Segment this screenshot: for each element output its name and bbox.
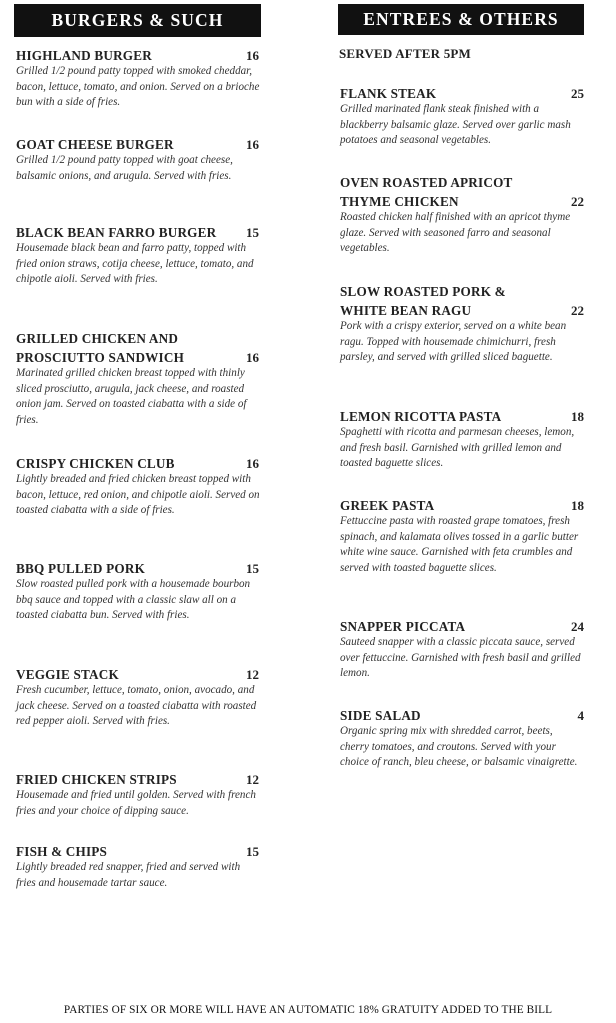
item-description: Spaghetti with ricotta and parmesan cheeses, lemon, and fresh basil. Garnished with grilled lemon and toasted baguette slices. bbox=[340, 426, 575, 470]
served-after-note: SERVED AFTER 5PM bbox=[339, 46, 472, 61]
item-price: 16 bbox=[246, 48, 259, 63]
menu-item bbox=[16, 329, 261, 429]
item-name: OVEN ROASTED APRICOT THYME CHICKEN bbox=[340, 175, 513, 209]
menu-item bbox=[16, 46, 261, 111]
item-name: HIGHLAND BURGER bbox=[16, 48, 152, 63]
item-description: Organic spring mix with shredded carrot, beets, cherry tomatoes, and croutons. Served with your choice of ranch, bleu cheese, or balsamic vinaigrette. bbox=[340, 725, 578, 769]
item-name: FISH & CHIPS bbox=[16, 844, 108, 859]
item-price: 12 bbox=[246, 667, 259, 682]
item-description: Fettuccine pasta with roasted grape tomatoes, fresh spinach, and kalamata olives tossed in a garlic butter white wine sauce. Garnished with feta crumbles and served with toasted baguette slices. bbox=[340, 515, 579, 575]
menu-item bbox=[340, 282, 584, 366]
item-description: Marinated grilled chicken breast topped with thinly sliced prosciutto, arugula, jack cheese, and roasted onion jam. Served on toasted ciabatta with a side of fries. bbox=[16, 367, 247, 427]
item-name: GRILLED CHICKEN AND PROSCIUTTO SANDWICH bbox=[16, 331, 185, 365]
section-title-burgers: BURGERS & SUCH bbox=[14, 4, 261, 37]
item-name: GREEK PASTA bbox=[340, 498, 435, 513]
item-price: 15 bbox=[246, 561, 259, 576]
burgers-column bbox=[14, 4, 261, 889]
item-description: Slow roasted pulled pork with a housemade bourbon bbq sauce and topped with a classic slaw all on a toasted ciabatta bun. Served with fries. bbox=[16, 578, 251, 622]
section-title-entrees: ENTREES & OTHERS bbox=[338, 4, 584, 35]
item-price: 22 bbox=[571, 194, 584, 209]
item-name: SIDE SALAD bbox=[340, 708, 421, 723]
menu-item bbox=[16, 135, 261, 184]
item-price: 22 bbox=[571, 303, 584, 318]
menu-item bbox=[340, 617, 584, 682]
item-price: 16 bbox=[246, 137, 259, 152]
entrees-column bbox=[338, 4, 584, 769]
item-name: LEMON RICOTTA PASTA bbox=[340, 409, 502, 424]
menu-item bbox=[16, 454, 261, 519]
item-name: BBQ PULLED PORK bbox=[16, 561, 146, 576]
item-price: 25 bbox=[571, 86, 584, 101]
menu-item bbox=[340, 173, 584, 257]
item-description: Lightly breaded red snapper, fried and served with fries and housemade tartar sauce. bbox=[16, 861, 241, 889]
item-price: 16 bbox=[246, 456, 259, 471]
item-name: GOAT CHEESE BURGER bbox=[16, 137, 174, 152]
item-description: Housemade black bean and farro patty, topped with fried onion straws, cotija cheese, lettuce, tomato, and chipotle aioli. Served with fries. bbox=[16, 242, 254, 286]
menu-item bbox=[340, 407, 584, 472]
item-description: Pork with a crispy exterior, served on a white bean ragu. Topped with housemade chimichurri, fresh parsley, and served with grilled sliced baguette. bbox=[340, 320, 567, 364]
item-name: SLOW ROASTED PORK & WHITE BEAN RAGU bbox=[340, 284, 506, 318]
item-name: SNAPPER PICCATA bbox=[340, 619, 466, 634]
item-price: 15 bbox=[246, 844, 259, 859]
item-price: 4 bbox=[577, 708, 584, 723]
menu-item bbox=[16, 842, 261, 891]
item-price: 18 bbox=[571, 498, 584, 513]
menu-item bbox=[340, 496, 584, 577]
item-price: 16 bbox=[246, 350, 259, 365]
menu-item bbox=[16, 770, 261, 819]
item-description: Roasted chicken half finished with an apricot thyme glaze. Served with seasoned farro and seasonal vegetables. bbox=[340, 211, 571, 255]
item-name: FLANK STEAK bbox=[340, 86, 437, 101]
item-price: 18 bbox=[571, 409, 584, 424]
item-description: Housemade and fried until golden. Served with french fries and your choice of dipping sauce. bbox=[16, 789, 256, 817]
menu-item bbox=[16, 223, 261, 288]
menu-item bbox=[340, 706, 584, 771]
item-price: 24 bbox=[571, 619, 584, 634]
item-name: BLACK BEAN FARRO BURGER bbox=[16, 225, 217, 240]
menu-item bbox=[340, 84, 584, 149]
menu-item bbox=[16, 559, 261, 624]
item-name: CRISPY CHICKEN CLUB bbox=[16, 456, 175, 471]
item-description: Grilled 1/2 pound patty topped with smoked cheddar, bacon, lettuce, tomato, and onion. Served on a brioche bun with a side of fries. bbox=[16, 65, 260, 109]
item-description: Grilled 1/2 pound patty topped with goat cheese, balsamic onions, and arugula. Served with fries. bbox=[16, 154, 233, 182]
item-price: 12 bbox=[246, 772, 259, 787]
item-name: VEGGIE STACK bbox=[16, 667, 119, 682]
item-description: Sauteed snapper with a classic piccata sauce, served over fettuccine. Garnished with fresh basil and grilled lemon. bbox=[340, 636, 581, 680]
item-name: FRIED CHICKEN STRIPS bbox=[16, 772, 177, 787]
item-price: 15 bbox=[246, 225, 259, 240]
item-description: Fresh cucumber, lettuce, tomato, onion, avocado, and jack cheese. Served on a toasted ciabatta with roasted red pepper aioli. Served with fries. bbox=[16, 684, 257, 728]
item-description: Lightly breaded and fried chicken breast topped with bacon, lettuce, red onion, and chipotle aioli. Served on toasted ciabatta with a side of fries. bbox=[16, 473, 260, 517]
item-description: Grilled marinated flank steak finished with a blackberry balsamic glaze. Served over garlic mash potatoes and seasonal vegetables. bbox=[340, 103, 571, 147]
gratuity-notice: PARTIES OF SIX OR MORE WILL HAVE AN AUTOMATIC 18% GRATUITY ADDED TO THE BILL bbox=[63, 1004, 553, 1016]
menu-item bbox=[16, 665, 261, 730]
